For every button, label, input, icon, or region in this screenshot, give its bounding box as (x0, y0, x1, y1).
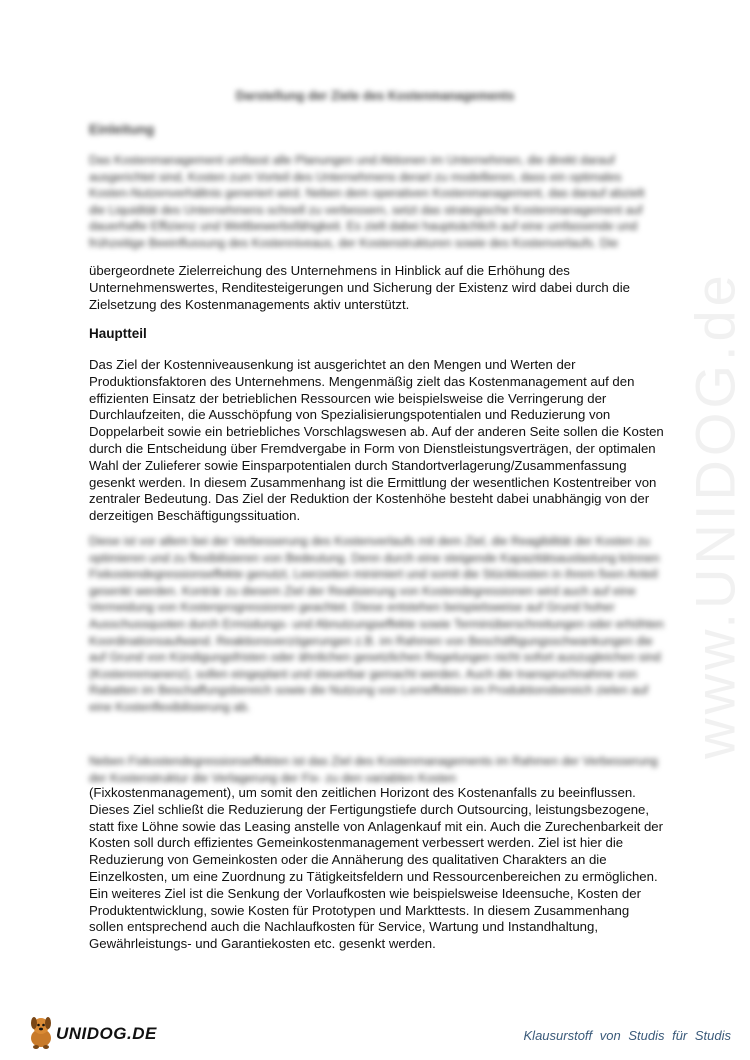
main-paragraph-3-visible: (Fixkostenmanagement), um somit den zeitlichen Horizont des Kostenanfalls zu beeinflussen. Dieses Ziel schließt die Reduzierung der Fertigungstiefe durch Outsourcing, leistungsbezogene, statt fixe Löhne sowie das Leasing anstelle von Anlagenkauf mit ein. Auch die Zurechenbarkeit der Kosten soll durch effizientes Gemeinkostenmanagement verbessert werden. Ziel ist hier die Reduzierung von Gemeinkosten oder die Annäherung des qualitativen Charakters an die Einzelkosten, um eine Zuordnung zu Tätigkeitsfeldern und Ressourcenbereichen zu ermöglichen. Ein weiteres Ziel ist die Senkung der Vorlaufkosten wie beispielsweise Ideensuche, Kosten der Produktentwicklung, sowie Kosten für Prototypen und Markttests. In diesem Zusammenhang sollen entsprechend auch die Nachlaufkosten für Service, Wartung und Instandhaltung, Gewährleistungs- und Garantiekosten etc. gesenkt werden. (89, 785, 664, 952)
main-heading: Hauptteil (89, 326, 147, 341)
watermark-text: www.UNIDOG.de (683, 271, 747, 759)
main-paragraph-2-blurred: Diese ist vor allem bei der Verbesserung des Kostenverlaufs mit dem Ziel, die Reagibilität der Kosten zu optimieren und zu flexibilisieren von Bedeutung. Denn durch eine steigende Kapazitätsauslastung können Fixkostendegressionseffekte genutzt, Leerzeiten minimiert und somit die Stückkosten in ihrem fixen Anteil gesenkt werden. Konträr zu diesem Ziel der Realisierung von Kostendegressionen wird auch auf eine Vermeidung von Kostenprogressionen geachtet. Diese entstehen beispielsweise auf Grund hoher Ausschussquoten durch Ermüdungs- und Abnutzungseffekte sowie Terminüberschreitungen oder erhöhten Koordinationsaufwand. Reaktionsverzögerungen z.B. im Rahmen von Beschäftigungsschwankungen die auf Grund von Kündigungsfristen oder ähnlichen gesetzlichen Regelungen nicht sofort auszugleichen sind (Kostenremanenz), sollen eingeplant und steuerbar gemacht werden. Auch die Inanspruchnahme von Rabatten im Beschaffungsbereich sowie die Nutzung von Lerneffekten im Produktionsbereich zielen auf eine Kostenflexibilisierung ab. (89, 534, 664, 714)
intro-paragraph-blurred: Das Kostenmanagement umfasst alle Planungen und Aktionen im Unternehmen, die direkt darauf ausgerichtet sind, Kosten zum Vorteil des Unternehmens derart zu modellieren, dass ein optimales Kosten-Nutzenverhältnis generiert wird. Neben dem operativen Kostenmanagement, das darauf abzielt die Liquidität des Unternehmens schnell zu verbessern, setzt das strategische Kostenmanagement auf dauerhafte Effizienz und Wettbewerbsfähigkeit. Es zielt dabei hauptsächlich auf eine umfassende und frühzeitige Beeinflussung des Kostenniveaus, der Kostenstrukturen sowie des Kostenverlaufs. Die (89, 153, 645, 250)
main-paragraph-3-blurred: Neben Fixkostendegressionseffekten ist das Ziel des Kostenmanagements im Rahmen der Verbesserung der Kostenstruktur die Verlagerung der Fix- zu den variablen Kosten (89, 754, 658, 785)
dog-mascot-icon (26, 1014, 56, 1050)
document-title: Darstellung der Ziele des Kostenmanagements (235, 89, 515, 103)
intro-paragraph-visible: übergeordnete Zielerreichung des Unternehmens in Hinblick auf die Erhöhung des Unternehmenswertes, Renditesteigerungen und Sicherung der Existenz wird dabei durch die Zielsetzung des Kostenmanagements aktiv unterstützt. (89, 263, 631, 312)
footer-tagline: Klausurstoff von Studis für Studis (523, 1028, 731, 1043)
logo-text: UNIDOG.DE (56, 1024, 157, 1043)
main-paragraph-1: Das Ziel der Kostenniveausenkung ist ausgerichtet an den Mengen und Werten der Produktionsfaktoren des Unternehmens. Mengenmäßig zielt das Kostenmanagement auf den effizienten Einsatz der betrieblichen Ressourcen wie beispielsweise die Verringerung der Durchlaufzeiten, die Ausschöpfung von Spezialisierungspotentialen und Reduzierung von Doppelarbeit sowie ein betriebliches Vorschlagswesen ab. Auf der anderen Seite sollen die Kosten durch die Entscheidung über Fremdvergabe in Form von Dienstleistungsverträgen, der optimalen Wahl der Zulieferer sowie Einsparpotentialen durch Standortverlagerung/Zusammenfassung gesenkt werden. In diesem Zusammenhang ist die Ermittlung der wesentlichen Kostentreiber von zentraler Bedeutung. Das Ziel der Reduktion der Kostenhöhe besteht dabei unabhängig von der derzeitigen Beschäftigungssituation. (89, 357, 664, 524)
unidog-logo[interactable] (26, 1012, 166, 1052)
intro-heading: Einleitung (89, 122, 155, 137)
